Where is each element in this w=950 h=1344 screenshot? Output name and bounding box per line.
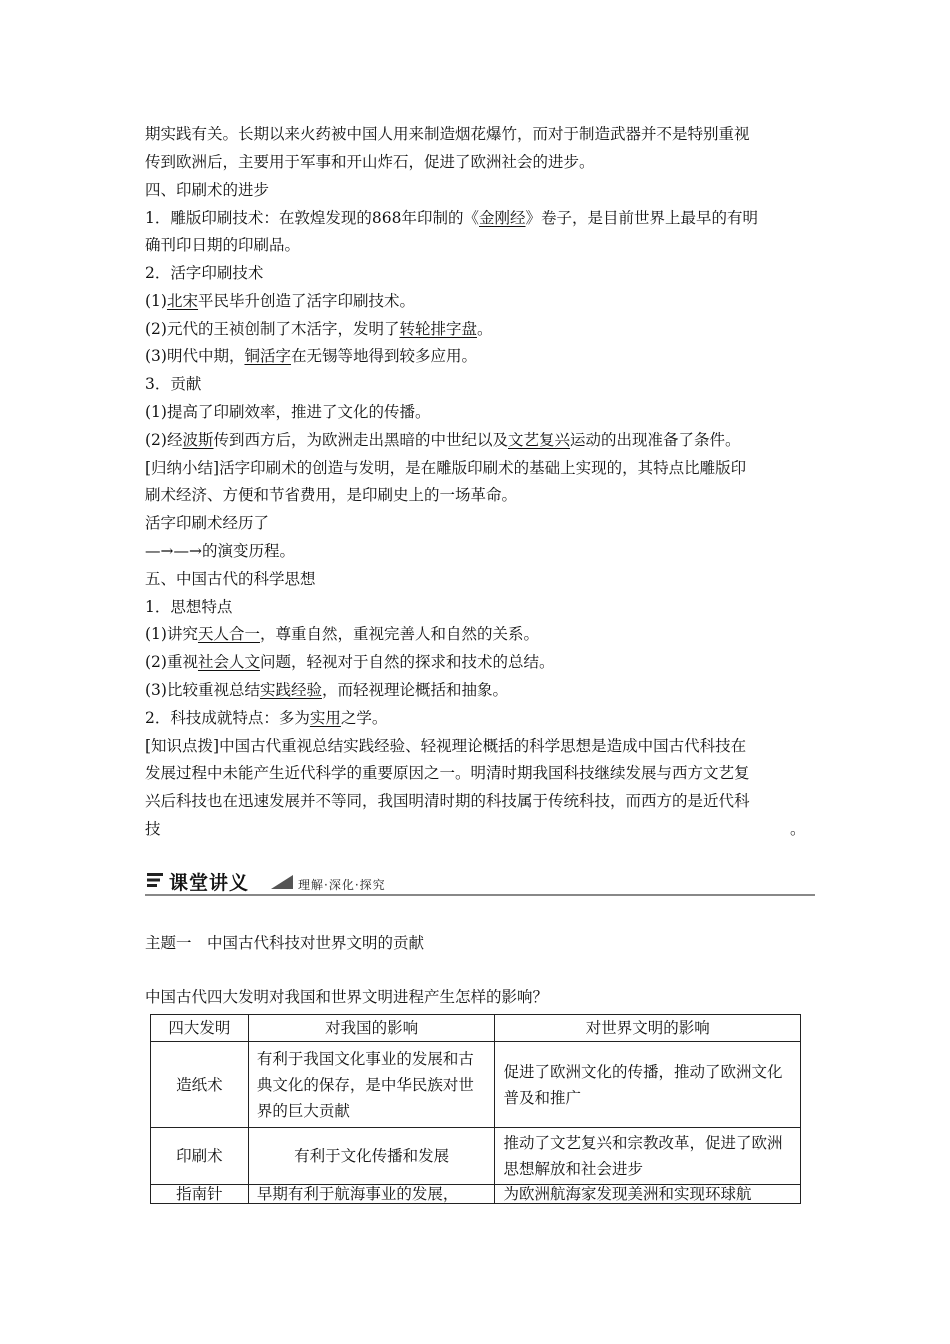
answer-blank: 文艺复兴 xyxy=(508,431,571,449)
section-heading: 五、中国古代的科学思想 xyxy=(145,570,316,588)
answer-blank: 社会人文 xyxy=(197,653,260,671)
text: (1)讲究 xyxy=(145,625,198,643)
section-heading: 四、印刷术的进步 xyxy=(145,181,270,199)
paragraph-line: 期实践有关。长期以来火药被中国人用来制造烟花爆竹，而对于制造武器并不是特别重视 xyxy=(145,125,750,143)
tip-line: [知识点拨]中国古代重视总结实践经验、轻视理论概括的科学思想是造成中国古代科技在 xyxy=(145,737,747,755)
text: 之学。 xyxy=(340,709,388,727)
text: 传到西方后，为欧洲走出黑暗的中世纪以及 xyxy=(213,431,508,449)
table-row xyxy=(151,1042,801,1128)
summary-line: 刷术经济、方便和节省费用，是印刷史上的一场革命。 xyxy=(145,486,518,504)
table-header: 对我国的影响 xyxy=(248,1015,495,1042)
table-cell: 造纸术 xyxy=(151,1042,249,1128)
text: 问题，轻视对于自然的探求和技术的总结。 xyxy=(259,653,555,671)
summary-line: [归纳小结]活字印刷术的创造与发明，是在雕版印刷术的基础上实现的，其特点比雕版印 xyxy=(145,459,747,477)
text: (3)比较重视总结 xyxy=(145,681,260,699)
paragraph-line xyxy=(145,346,477,366)
triangle-icon xyxy=(271,875,293,889)
table-header: 对世界文明的影响 xyxy=(495,1015,801,1042)
year-text: 868 xyxy=(371,209,402,227)
text: 年印制的《 xyxy=(401,209,479,227)
table-cell: 促进了欧洲文化的传播，推动了欧洲文化普及和推广 xyxy=(495,1042,801,1128)
paragraph-line: 活字印刷术经历了 xyxy=(145,514,270,532)
answer-blank: 波斯 xyxy=(182,431,214,449)
banner-divider xyxy=(145,894,815,896)
paragraph-line xyxy=(145,291,415,311)
section-banner xyxy=(145,866,815,896)
answer-blank: 实用 xyxy=(309,709,341,727)
table-header-row xyxy=(151,1015,801,1042)
table-header: 四大发明 xyxy=(151,1015,249,1042)
paragraph-line xyxy=(145,430,741,450)
answer-blank: 实践经验 xyxy=(259,681,322,699)
inventions-table xyxy=(150,1014,801,1204)
topic-title: 主题一 中国古代科技对世界文明的贡献 xyxy=(145,934,425,952)
text: (2)元代的王祯创制了木活字，发明了 xyxy=(145,320,400,338)
subheading: 1．思想特点 xyxy=(145,598,233,616)
paragraph-line xyxy=(145,624,539,644)
paragraph-line xyxy=(145,680,508,700)
answer-blank: 天人合一 xyxy=(197,625,260,643)
text: 在无锡等地得到较多应用。 xyxy=(290,347,477,365)
tip-end-mark: 。 xyxy=(790,820,806,838)
paragraph-line xyxy=(145,208,758,228)
tip-line: 兴后科技也在迅速发展并不等同，我国明清时期的科技属于传统科技，而西方的是近代科 xyxy=(145,792,750,810)
subheading: 2．活字印刷技术 xyxy=(145,264,264,282)
table-cell: 有利于我国文化事业的发展和古典文化的保存，是中华民族对世界的巨大贡献 xyxy=(248,1042,495,1128)
text: ，尊重自然，重视完善人和自然的关系。 xyxy=(259,625,539,643)
paragraph-line xyxy=(145,319,493,339)
text: (1) xyxy=(145,292,167,310)
paragraph-line: 传到欧洲后，主要用于军事和开山炸石，促进了欧洲社会的进步。 xyxy=(145,153,595,171)
table-row xyxy=(151,1128,801,1185)
text: 1．雕版印刷技术：在敦煌发现的 xyxy=(145,209,372,227)
text: 2．科技成就特点：多为 xyxy=(145,709,310,727)
paragraph-line xyxy=(145,708,387,728)
text: 运动的出现准备了条件。 xyxy=(570,431,741,449)
tip-line: 技 xyxy=(145,820,161,838)
text: (2)经 xyxy=(145,431,183,449)
text: 平民毕升创造了活字印刷技术。 xyxy=(197,292,415,310)
subheading: 3．贡献 xyxy=(145,375,202,393)
text: 。 xyxy=(476,320,493,338)
tip-line: 发展过程中未能产生近代科学的重要原因之一。明清时期我国科技继续发展与西方文艺复 xyxy=(145,764,750,782)
table-cell: 印刷术 xyxy=(151,1128,249,1185)
table-cell: 为欧洲航海家发现美洲和实现环球航 xyxy=(495,1185,801,1204)
text: (3)明代中期， xyxy=(145,347,245,365)
answer-blank: 转轮排字盘 xyxy=(399,320,477,338)
topic-question: 中国古代四大发明对我国和世界文明进程产生怎样的影响？ xyxy=(145,988,549,1006)
text: 》卷子，是目前世界上最早的有明 xyxy=(525,209,759,227)
paragraph-line: (1)提高了印刷效率，推进了文化的传播。 xyxy=(145,403,431,421)
text: ，而轻视理论概括和抽象。 xyxy=(321,681,508,699)
answer-blank: 铜活字 xyxy=(244,347,291,365)
text: (2)重视 xyxy=(145,653,198,671)
paragraph-line: —→—→的演变历程。 xyxy=(145,542,295,560)
answer-blank: 金刚经 xyxy=(478,209,526,227)
table-cell: 指南针 xyxy=(151,1185,249,1204)
banner-subtitle: 理解·深化·探究 xyxy=(298,878,386,892)
table-row xyxy=(151,1185,801,1204)
stripes-icon xyxy=(147,872,163,888)
table-cell: 早期有利于航海事业的发展， xyxy=(248,1185,495,1204)
table-cell: 有利于文化传播和发展 xyxy=(248,1128,495,1185)
paragraph-line: 确刊印日期的印刷品。 xyxy=(145,236,301,254)
banner-title: 课堂讲义 xyxy=(169,872,250,894)
answer-blank: 北宋 xyxy=(166,292,198,310)
table-cell: 推动了文艺复兴和宗教改革，促进了欧洲思想解放和社会进步 xyxy=(495,1128,801,1185)
paragraph-line xyxy=(145,652,555,672)
